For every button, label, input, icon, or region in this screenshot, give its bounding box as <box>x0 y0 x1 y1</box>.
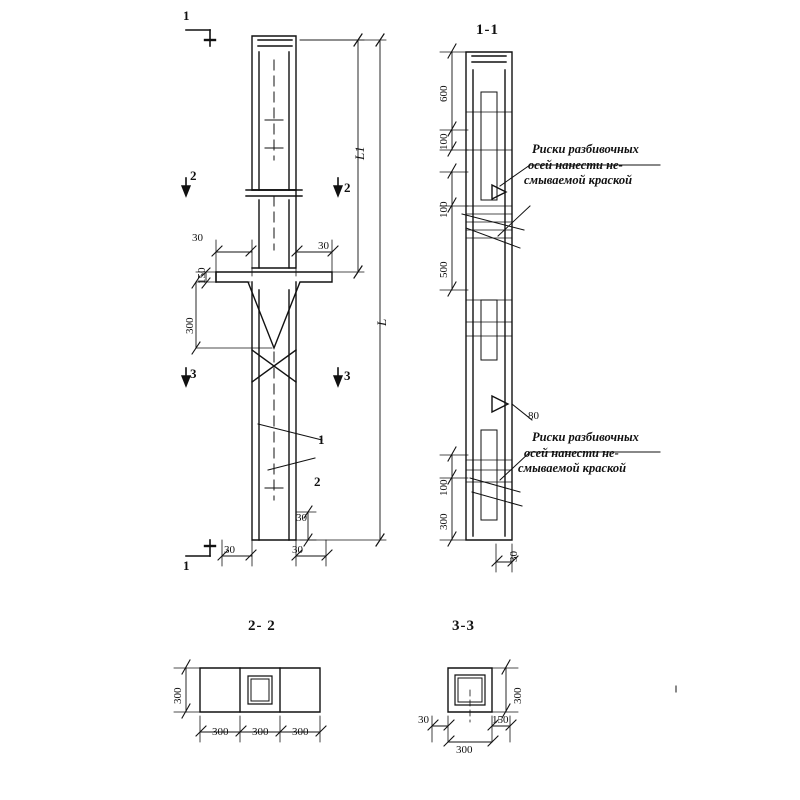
note-axis-marks-bottom-line1: Риски разбивочных <box>532 430 639 444</box>
dim-11-500: 500 <box>438 261 450 278</box>
note-axis-marks-top-line2: осей нанести не- <box>528 158 623 172</box>
dim-bracket-150: 150 <box>196 267 208 284</box>
dim-main-top-right-30: 30 <box>318 240 329 252</box>
part-number-2: 2 <box>314 474 321 489</box>
dim-11-100-b: 100 <box>438 201 450 218</box>
note-axis-marks-top-line1: Риски разбивочных <box>532 142 639 156</box>
note-axis-marks-bottom-line3: смываемой краской <box>518 461 627 475</box>
section-title-1-1: 1-1 <box>476 22 499 38</box>
dim-33-300-right: 300 <box>512 687 524 704</box>
dim-33-300-bottom: 300 <box>456 744 473 756</box>
view-mark-2-left: 2 <box>190 168 197 183</box>
note-axis-marks-top-line3: смываемой краской <box>524 173 633 187</box>
view-mark-3-left: 3 <box>190 366 197 381</box>
dim-main-top-left-30: 30 <box>192 232 203 244</box>
dim-11-100-a: 100 <box>438 133 450 150</box>
dim-height-L1: L1 <box>352 146 367 160</box>
section-title-3-3: 3-3 <box>452 618 475 634</box>
dim-11-30: 30 <box>508 551 520 562</box>
view-mark-2-right: 2 <box>344 180 351 195</box>
part-number-1: 1 <box>318 432 325 447</box>
dim-bracket-300: 300 <box>184 317 196 334</box>
view-mark-1-bottom: 1 <box>183 558 190 573</box>
dim-11-300: 300 <box>438 513 450 530</box>
dim-height-L: L <box>374 318 389 326</box>
dim-11-600: 600 <box>438 85 450 102</box>
section-title-2-2: 2- 2 <box>248 618 276 634</box>
dim-22-300-a: 300 <box>212 726 229 738</box>
dim-11-80: 80 <box>528 410 539 422</box>
view-mark-3-right: 3 <box>344 368 351 383</box>
view-mark-1-top: 1 <box>183 8 190 23</box>
dim-11-100-c: 100 <box>438 479 450 496</box>
dim-main-side-30: 30 <box>296 512 307 524</box>
dim-22-300-b: 300 <box>252 726 269 738</box>
note-axis-marks-bottom-line2: осей нанести не- <box>524 446 619 460</box>
dim-33-150: 150 <box>492 714 509 726</box>
dim-22-300-c: 300 <box>292 726 309 738</box>
dim-main-bottom-right-30: 30 <box>292 544 303 556</box>
dim-22-300-left: 300 <box>172 687 184 704</box>
dim-main-bottom-left-30: 30 <box>224 544 235 556</box>
dim-33-30: 30 <box>418 714 429 726</box>
